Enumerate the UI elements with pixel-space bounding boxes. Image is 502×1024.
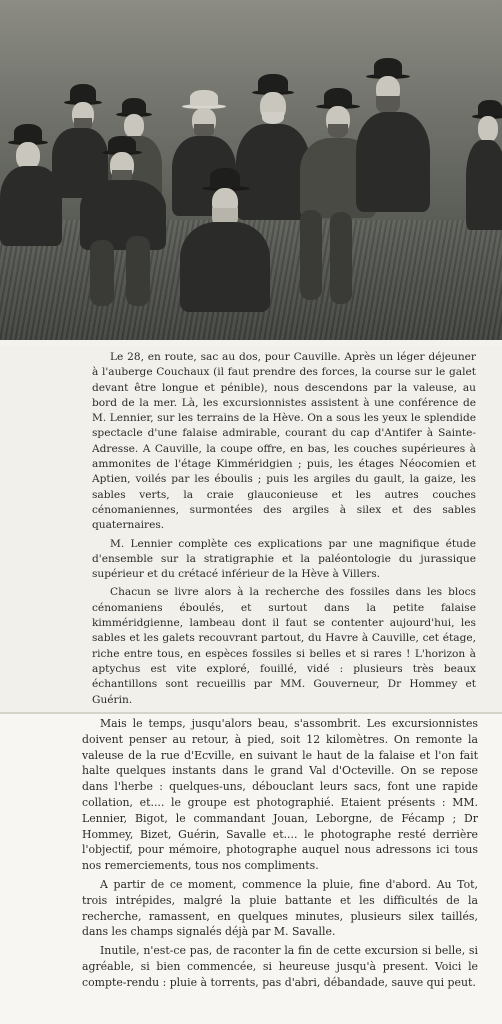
group-photograph	[0, 0, 502, 340]
article-section-1	[92, 350, 476, 708]
paragraph: Le 28, en route, sac au dos, pour Cauville. Après un léger déjeuner à l'auberge Couchaux (il faut prendre des forces, la course sur le galet devant être longue et pénible), nous descendons par la valeuse, au bord de la mer. Là, les excursionnistes assistent à une conférence de M. Lennier, sur les terrains de la Hève. On a sous les yeux le splendide spectacle d'une falaise admirable, courant du cap d'Antifer à Sainte-Adresse. A Cauville, la coupe offre, en bas, les couches supérieures à ammonites de l'étage Kimméridgien ; puis, les étages Néocomien et Aptien, voilés par les éboulis ; puis les argiles du gault, la gaize, les sables verts, la craie glauconieuse et les autres couches cénomaniennes, surmontées des argiles à silex et des sables quaternaires.	[92, 351, 476, 532]
paragraph: Chacun se livre alors à la recherche des fossiles dans les blocs cénomaniens éboulés, et surtout dans la petite falaise kimméridgienne, lambeau dont il faut se contenter aujourd'hui, les sables et les galets recouvrant partout, du Havre à Cauville, cet étage, riche entre tous, en espèces fossiles si belles et si rares ! L'horizon à aptychus est vite exploré, fouillé, vidé : plusieurs très beaux échantillons sont recueillis par MM. Gouverneur, Dr Hommey et Guérin.	[92, 586, 476, 706]
article-section-2	[82, 716, 478, 991]
paragraph: Mais le temps, jusqu'alors beau, s'assombrit. Les excursionnistes doivent penser au retour, à pied, soit 12 kilomètres. On remonte la valeuse de la rue d'Ecville, en suivant le haut de la falaise et l'on fait halte quelques instants dans le grand Val d'Octeville. On se repose dans l'herbe : quelques-uns, débouclant leurs sacs, font une rapide collation, et.... le groupe est photographié. Etaient présents : MM. Lennier, Bigot, le commandant Jouan, Leborgne, de Fécamp ; Dr Hommey, Bizet, Guérin, Savalle et.... le photographe resté derrière l'objectif, pour mémoire, photographe auquel nous adressons ici tous nos remerciements, tous nos compliments.	[82, 717, 478, 873]
paragraph: A partir de ce moment, commence la pluie, fine d'abord. Au Tot, trois intrépides, malgré la pluie battante et les difficultés de la recherche, ramassent, en quelques minutes, plusieurs silex taillés, dans les champs signalés déjà par M. Savalle.	[82, 877, 478, 939]
paragraph: Inutile, n'est-ce pas, de raconter la fin de cette excursion si belle, si agréable, si bien commencée, si heureuse jusqu'à present. Voici le compte-rendu : pluie à torrents, pas d'abri, débandade, sauve qui peut.	[82, 944, 478, 989]
paragraph: M. Lennier complète ces explications par une magnifique étude d'ensemble sur la stratigraphie et la paléontologie du jurassique supérieur et du crétacé inférieur de la Hève à Villers.	[92, 537, 476, 581]
